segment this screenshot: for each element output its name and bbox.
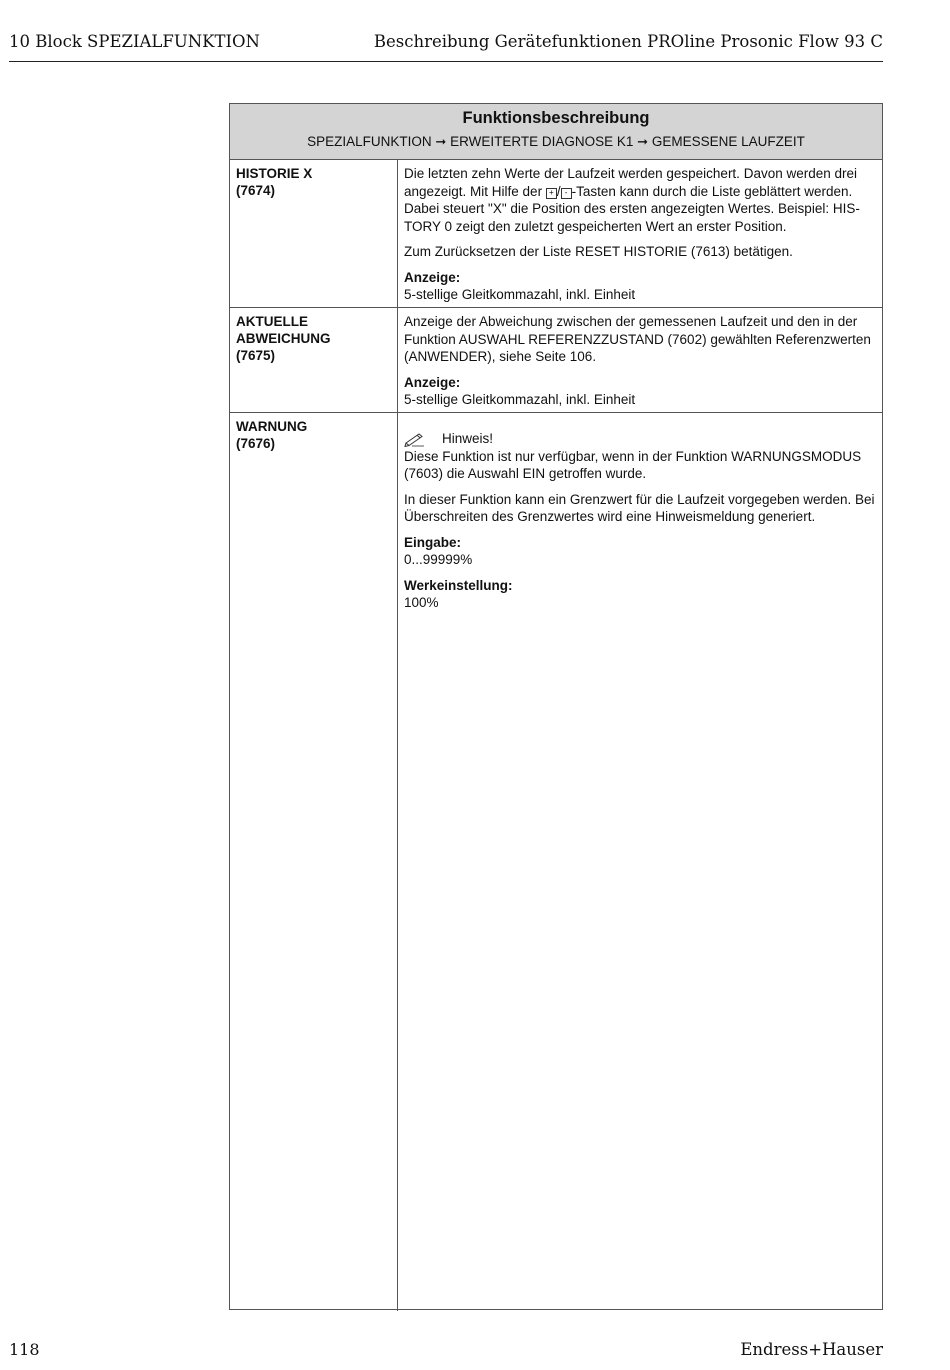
path-segment-1: SPEZIALFUNKTION bbox=[307, 134, 432, 149]
anzeige-value: 5-stellige Gleitkommazahl, inkl. Einheit bbox=[404, 392, 636, 407]
table-row bbox=[230, 413, 882, 1311]
eingabe-label: Eingabe: bbox=[404, 534, 462, 550]
page-number: 118 bbox=[9, 1340, 40, 1359]
page-header bbox=[9, 0, 883, 62]
table-header bbox=[230, 104, 882, 160]
pencil-icon bbox=[404, 431, 426, 447]
function-code: (7676) bbox=[236, 436, 276, 451]
arrow-right-icon: ➞ bbox=[637, 135, 649, 150]
function-code: (7674) bbox=[236, 183, 276, 198]
function-description bbox=[398, 160, 882, 307]
description-paragraph: Die letzten zehn Werte der Laufzeit werden gespeichert. Davon werden drei angezeigt. Mit Hilfe der + / - -Tasten kann durch die Liste geblättert werden. Dabei steuert "X" die Position des ersten angezeigten Wertes. Beispiel: HIS-TORY 0 zeigt den zuletzt gespeicherten Wert an erster Position. bbox=[404, 166, 860, 234]
function-label bbox=[230, 413, 398, 1311]
path-segment-3: GEMESSENE LAUFZEIT bbox=[651, 134, 805, 149]
function-name: HISTORIE X bbox=[236, 166, 313, 181]
hint-title: Hinweis! bbox=[442, 431, 494, 446]
function-name: WARNUNG bbox=[236, 419, 308, 434]
table-title: Funktionsbeschreibung bbox=[462, 109, 650, 127]
arrow-right-icon: ➞ bbox=[435, 135, 447, 150]
document-title: Beschreibung Gerätefunktionen PROline Prosonic Flow 93 C bbox=[373, 32, 883, 51]
table-row bbox=[230, 308, 882, 413]
chapter-title: 10 Block SPEZIALFUNKTION bbox=[9, 32, 260, 51]
function-label bbox=[230, 308, 398, 412]
anzeige-label: Anzeige: bbox=[404, 374, 461, 390]
hint bbox=[404, 430, 875, 448]
description-paragraph: Anzeige der Abweichung zwischen der gemessenen Laufzeit und den in der Funktion AUSWAHL REFERENZZUSTAND (7602) gewählten Referenzwerten (ANWENDER), siehe Seite 106. bbox=[404, 314, 871, 364]
minus-key-icon: - bbox=[561, 188, 572, 199]
function-description bbox=[398, 308, 882, 412]
anzeige-value: 5-stellige Gleitkommazahl, inkl. Einheit bbox=[404, 287, 636, 302]
function-name: ABWEICHUNG bbox=[236, 331, 331, 346]
function-description bbox=[398, 413, 882, 1311]
description-paragraph: In dieser Funktion kann ein Grenzwert für die Laufzeit vorgegeben werden. Bei Überschreiten des Grenzwertes wird eine Hinweismeldung generiert. bbox=[404, 491, 875, 524]
anzeige-label: Anzeige: bbox=[404, 269, 461, 285]
hint-text: Diese Funktion ist nur verfügbar, wenn in der Funktion WARNUNGSMODUS (7603) die Auswahl EIN getroffen wurde. bbox=[404, 448, 862, 481]
menu-path bbox=[230, 134, 882, 150]
function-code: (7675) bbox=[236, 348, 276, 363]
brand-logo-text: Endress+Hauser bbox=[740, 1340, 883, 1359]
plus-key-icon: + bbox=[546, 188, 557, 199]
function-name: AKTUELLE bbox=[236, 314, 308, 329]
path-segment-2: ERWEITERTE DIAGNOSE K1 bbox=[450, 134, 634, 149]
eingabe-value: 0...99999% bbox=[404, 552, 473, 567]
description-paragraph: Zum Zurücksetzen der Liste RESET HISTORIE (7613) betätigen. bbox=[404, 244, 793, 259]
werkeinstellung-label: Werkeinstellung: bbox=[404, 577, 513, 593]
table-row bbox=[230, 160, 882, 308]
function-label bbox=[230, 160, 398, 307]
function-table bbox=[229, 103, 883, 1310]
werkeinstellung-value: 100% bbox=[404, 595, 439, 610]
